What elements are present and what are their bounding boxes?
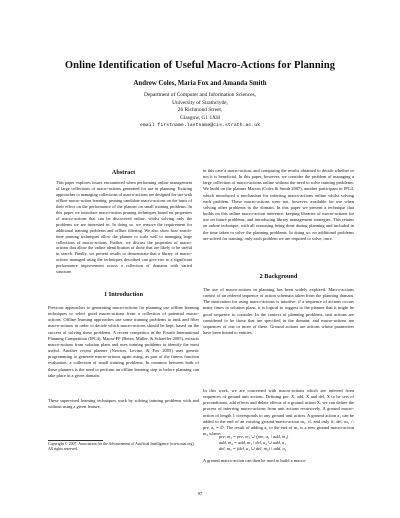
- background-paragraph: A ground macro-action can then be used to build a macro-: [203, 458, 307, 463]
- affiliation-line: University of Strathclyde,: [172, 99, 228, 106]
- introduction-paragraph: Previous approaches to generating macro-actions for planning use offline learning techniques to select good macro-actions from a collection of potential macro-actions. Offline learning approaches use some training problems to rank and filter macro-actions in order to decide which macro-actions should be kept, based on the success of solving these problems. A recent competitor in the Fourth International Planning Competition (IPC4), Macro-FF (Botea, Müller, & Schaeffer 2005), extracts macro-actions from solution plans and uses training problems to identify the most useful. Another recent planner (Newton, Levine, & Fox 2005) uses genetic programming to generate macro-actions again using, as part of the fitness function evaluation, a collection of small training problems. In common between both of these planners is the need to perform an offline learning step to before planning can take place in a given domain.: [48, 305, 199, 378]
- equation: add, m₂ = add, m₁ \ del, a₁ ∪ add, a₁: [219, 440, 286, 446]
- background-paragraph: In this work, we are concerned with macro-actions which are inferred from sequences of ground unit actions. Defining pre, X, add, X and del, X to be sets of preconditions, add effects and delete effects of a ground action X, we can define the process of inferring macro-actions from unit actions recursively. A ground macro-action of length 1 corresponds to any ground unit action. A ground action a₁ can be added to the end of an existing ground macro-action m₁, if, and only if, del, m₁ ∩ pre, a₁ = ∅. The result of adding a₁ to the end of m₁ is a new ground macro-action m₂ where:: [203, 388, 354, 437]
- equation: pre, m₂ = pre, m₁ ∪ (pre, a₁ \ add, m₁): [219, 434, 289, 439]
- equation: del, m₂ = (del, a₁ ∪ del, m₁) \ add, a₁: [219, 446, 287, 452]
- affiliation-line: Department of Computer and Information Sciences,: [144, 92, 256, 98]
- introduction-heading: 1 Introduction: [104, 291, 143, 298]
- copyright-notice: Copyright © 2007, Association for the Advancement of Artificial Intelligence (www.aaai.org). All rights reserved.: [48, 442, 195, 452]
- affiliation: [0, 92, 400, 122]
- paper-authors: Andrew Coles, Maria Fox and Amanda Smith: [133, 80, 267, 87]
- page-number: 97: [197, 491, 203, 496]
- background-paragraph: The use of macro-actions in planning has been widely explored. Macro-actions consist of an ordered sequence of action schemata taken from the planning domain. The motivation for using macro-actions is intuitive: if a sequence of actions occurs many times in solution plans, it is logical to suggest to the planner that it might be good sequence to consider. In the context of planning problems, unit actions are considered to be those that are specified in the domain; and macro-actions are sequences of one or more of these. Ground actions are actions whose parameters have been bound to entities.: [203, 287, 354, 336]
- equation-block: [203, 434, 354, 452]
- right-column-paragraph: in this case a macro-action, and comparing the results obtained to decide whether or not it is beneficial. In this paper, however, we consider the problem of managing a large collection of macro-actions online without the need to solve training problems. We build on the planner Marvin (Coles & Smith 2007), another participant in IPC4, which introduced a mechanism for inferring macro-actions online whilst solving each problem. These macro-actions were not, however, available for use when solving other problems in the domain. In this paper we present a technique that builds on this online macro-action inference, keeping libraries of macro-actions for use on future problems, and introducing library management strategies. This retains an online technique, with all reasoning being done during planning and included in the time taken to solve the planning problems. In doing so, no additional problems are solved for training, only each problem we are required to solve, once.: [203, 168, 354, 241]
- abstract-heading: Abstract: [111, 169, 136, 176]
- abstract-text: This paper explores issues encountered when performing online management of large collections of macro-actions generated for use in planning. Existing approaches to managing collections of macro-actions are designed for use with offline macro-action learning, pruning candidate macro-actions on the basis of their effect on the performance of the planner on small training problems. In this paper we introduce macro-action pruning techniques based on properties of macro-actions that can be discovered online, whilst solving only the problems we are interested in. In doing so, we remove the requirement for additional training problems and offline filtering. We also show how search-time pruning techniques allow the planner to scale well to managing large collections of macro-actions. Further, we discuss the properties of macro-actions that allow the online identification of those that are likely to be useful in search. Finally, we present results to demonstrate that a library of macro-actions managed using the techniques described can give rise to a significant performance improvement across a collection of domains with varied structure.: [56, 180, 192, 275]
- footnote-rule: [48, 440, 103, 441]
- affiliation-line: Glasgow, G1 1XH: [180, 114, 220, 121]
- affiliation-line: 26 Richmond Street,: [177, 107, 223, 114]
- author-email: email firstname.lastname@cis.strath.ac.uk: [139, 123, 261, 128]
- introduction-paragraph: These supervised learning techniques work by solving training problems with and without using a given feature,: [48, 398, 199, 410]
- background-heading: 2 Background: [259, 273, 298, 280]
- paper-title: Online Identification of Useful Macro-Actions for Planning: [64, 60, 336, 71]
